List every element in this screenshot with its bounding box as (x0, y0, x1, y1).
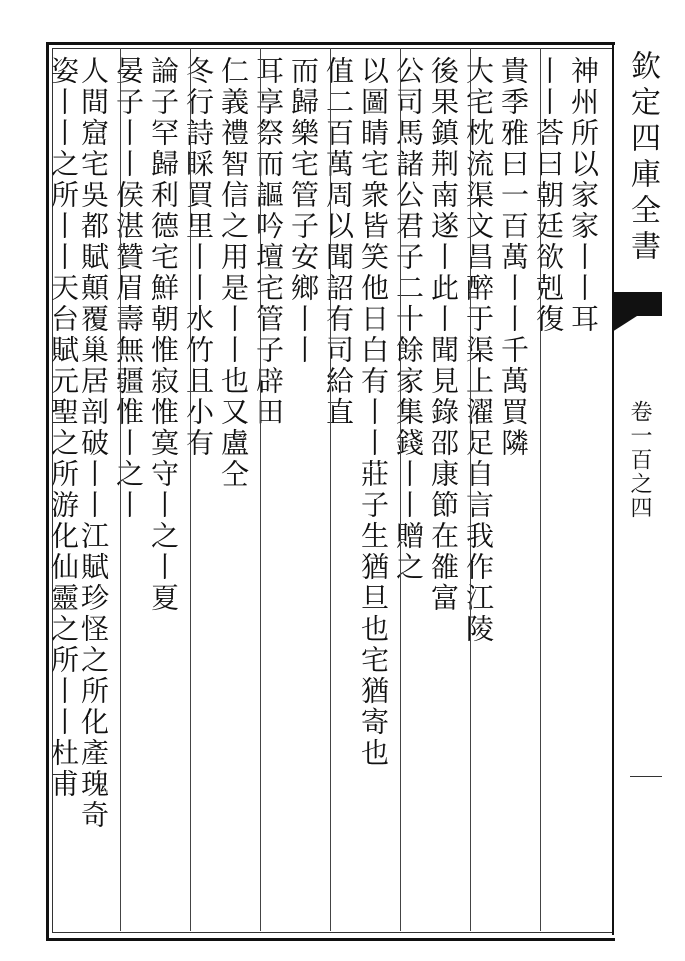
text-column-14: 晏子丨丨侯湛贊眉壽無疆惟丨之丨 (112, 56, 145, 521)
column-rule (120, 48, 121, 931)
text-column-10: 耳享祭而謳吟壇宅管子辟田 (252, 56, 285, 428)
column-rule (400, 48, 401, 931)
column-rule (470, 48, 471, 931)
text-column-4: 大宅枕流渠文昌醉于渠上濯足自言我作江陵 (462, 56, 495, 645)
column-rule (330, 48, 331, 931)
fishtail-mark-tip (612, 316, 662, 332)
text-column-6: 公司馬諸公君子二十餘家集錢丨丨贈之 (392, 56, 425, 583)
text-column-2: 丨丨荅曰朝廷欲剋復 (532, 56, 565, 335)
text-column-9: 而歸樂宅管子安鄉丨丨 (287, 56, 320, 366)
text-column-8: 值二百萬周以聞詔有司給直 (322, 56, 355, 428)
column-rule (190, 48, 191, 931)
fishtail-mark (612, 292, 662, 316)
juan-number: 卷一百之四 (627, 400, 652, 520)
text-column-13: 論子罕歸利德宅鮮朝惟寂惟寞守丨之丨夏 (147, 56, 180, 614)
text-column-11: 仁義禮智信之用是丨丨也又盧仝 (217, 56, 250, 490)
margin-rule (630, 776, 662, 777)
text-column-12: 冬行詩睬買里丨丨水竹且小有 (182, 56, 215, 459)
text-column-5: 後果鎮荆南遂丨此丨聞見錄邵康節在雒富 (427, 56, 460, 614)
column-rule (260, 48, 261, 931)
text-column-1: 神州所以家家丨丨耳 (567, 56, 600, 335)
column-rule (540, 48, 541, 931)
text-column-16: 姿丨丨之所丨丨天台賦元聖之所游化仙靈之所丨丨杜甫 (47, 56, 80, 800)
text-column-3: 貴季雅曰一百萬丨丨千萬買隣 (497, 56, 530, 459)
text-column-15: 人間窟宅吳都賦顛覆巢居剖破丨丨江賦珍怪之所化產瑰奇 (77, 56, 110, 831)
book-title: 欽定四庫全書 (625, 50, 660, 266)
text-column-7: 以圖睛宅衆皆笑他日白有丨丨莊子生猶旦也宅猶寄也 (357, 56, 390, 769)
